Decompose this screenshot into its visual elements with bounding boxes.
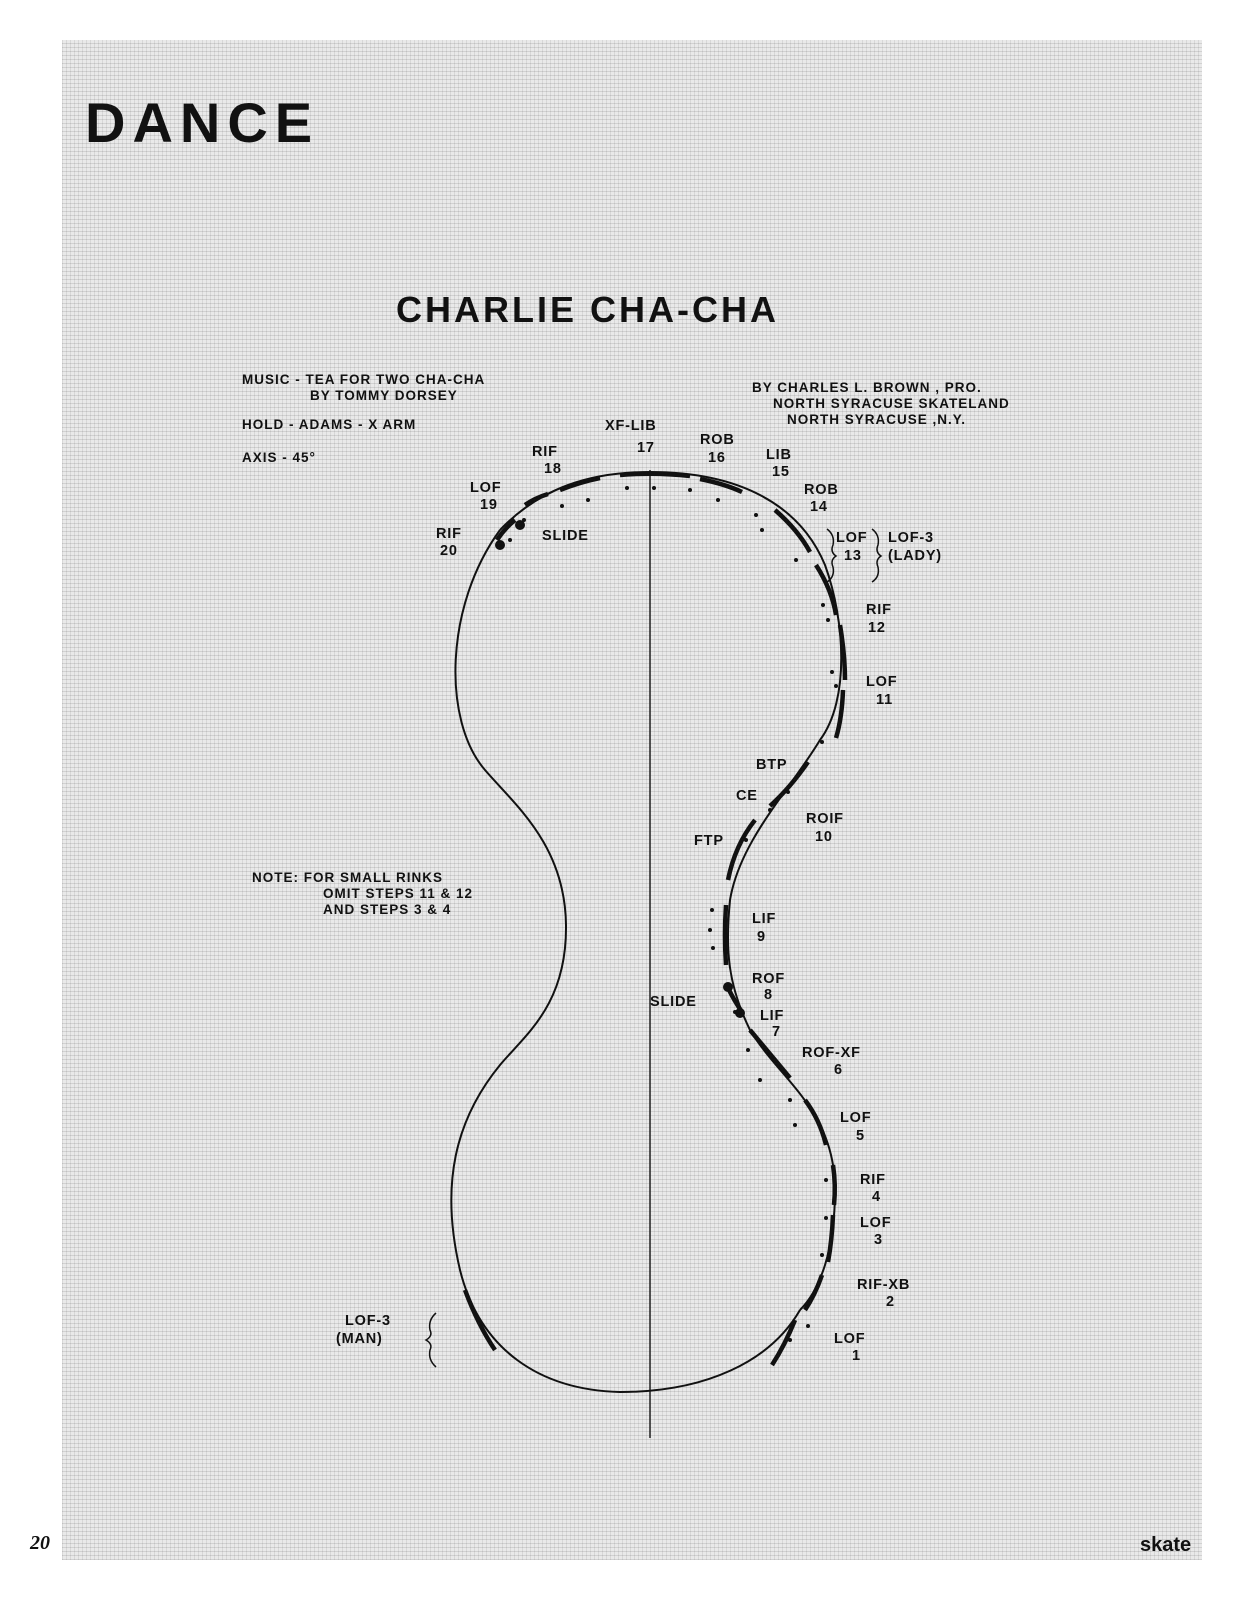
- step-dot: [652, 486, 656, 490]
- step-20-number: 20: [440, 543, 458, 559]
- step-dot: [794, 558, 798, 562]
- step-10-number: 10: [815, 829, 833, 845]
- step-5-edge: LOF: [840, 1110, 872, 1126]
- step-14-number: 14: [810, 499, 828, 515]
- slide-dot-20: [495, 540, 505, 550]
- lady-brace-right: [872, 529, 881, 582]
- edge-mark-19: [525, 494, 548, 505]
- step-15-edge: LIB: [766, 447, 792, 463]
- edge-mark-3: [828, 1215, 833, 1262]
- step-6-number: 6: [834, 1062, 843, 1078]
- note-line-1: NOTE: FOR SMALL RINKS: [252, 870, 443, 885]
- step-dot: [688, 488, 692, 492]
- step-7-edge: LIF: [760, 1008, 785, 1024]
- step-19-number: 19: [480, 497, 498, 513]
- step-dot: [758, 1078, 762, 1082]
- edge-mark-9: [725, 905, 726, 965]
- step-dot: [716, 498, 720, 502]
- slide-markers: [495, 520, 745, 1018]
- step-dots: [508, 486, 838, 1342]
- slide-dot-19: [515, 520, 525, 530]
- edge-mark-4: [833, 1165, 835, 1205]
- rink-outline-left: [451, 530, 800, 1392]
- step-dot: [560, 504, 564, 508]
- step-1-number: 1: [852, 1348, 861, 1364]
- step-12-edge: RIF: [866, 602, 892, 618]
- step-dot: [768, 808, 772, 812]
- step-1-edge: LOF: [834, 1331, 866, 1347]
- slide-dot-7: [735, 1008, 745, 1018]
- step-dot: [821, 603, 825, 607]
- note-line-3: AND STEPS 3 & 4: [323, 902, 452, 917]
- edge-mark-18: [560, 478, 600, 490]
- man-brace: [426, 1313, 436, 1367]
- step-4-edge: RIF: [860, 1172, 886, 1188]
- step-13-number: 13: [844, 548, 862, 564]
- slide-dot-8: [723, 982, 733, 992]
- music-line-2: BY TOMMY DORSEY: [310, 388, 458, 403]
- lady-label: (LADY): [888, 548, 942, 564]
- edge-mark-10b: [728, 820, 755, 880]
- step-dot: [746, 1048, 750, 1052]
- man-edge-label: LOF-3: [345, 1313, 391, 1329]
- step-9-number: 9: [757, 929, 766, 945]
- step-dot: [708, 928, 712, 932]
- step-dot: [788, 1338, 792, 1342]
- slide-label-upper: SLIDE: [542, 528, 589, 544]
- step-dot: [824, 1216, 828, 1220]
- step-dot: [586, 498, 590, 502]
- rink-outline-right: [500, 472, 841, 1310]
- btp-label: BTP: [756, 757, 788, 773]
- step-18-number: 18: [544, 461, 562, 477]
- step-dot: [710, 908, 714, 912]
- step-5-number: 5: [856, 1128, 865, 1144]
- step-dot: [806, 1324, 810, 1328]
- author-line-1: BY CHARLES L. BROWN , PRO.: [752, 380, 982, 395]
- author-line-2: NORTH SYRACUSE SKATELAND: [773, 396, 1010, 411]
- step-edge-marks: [465, 474, 845, 1365]
- music-line-1: MUSIC - TEA FOR TWO CHA-CHA: [242, 372, 486, 387]
- slide-label-lower: SLIDE: [650, 994, 697, 1010]
- edge-mark-6: [750, 1030, 790, 1078]
- step-18-edge: RIF: [532, 444, 558, 460]
- step-dot: [744, 838, 748, 842]
- step-11-number: 11: [876, 692, 893, 708]
- magazine-name: skate: [1140, 1534, 1192, 1556]
- step-17-number: 17: [637, 440, 655, 456]
- edge-mark-2: [805, 1275, 822, 1310]
- author-line-3: NORTH SYRACUSE ,N.Y.: [787, 412, 967, 427]
- step-8-edge: ROF: [752, 971, 786, 987]
- step-8-number: 8: [764, 987, 773, 1003]
- edge-mark-man-lof3: [465, 1290, 495, 1350]
- step-2-number: 2: [886, 1294, 895, 1310]
- step-12-number: 12: [868, 620, 886, 636]
- step-16-number: 16: [708, 450, 726, 466]
- step-dot: [820, 740, 824, 744]
- step-dot: [824, 1178, 828, 1182]
- step-4-number: 4: [872, 1189, 881, 1205]
- page-number: 20: [30, 1532, 50, 1554]
- step-9-edge: LIF: [752, 911, 777, 927]
- note-line-2: OMIT STEPS 11 & 12: [323, 886, 474, 901]
- step-dot: [754, 513, 758, 517]
- step-dot: [830, 670, 834, 674]
- step-11-edge: LOF: [866, 674, 898, 690]
- step-dot: [826, 618, 830, 622]
- step-dot: [788, 1098, 792, 1102]
- step-dot: [834, 684, 838, 688]
- step-dot: [625, 486, 629, 490]
- step-3-number: 3: [874, 1232, 883, 1248]
- ce-label: CE: [736, 788, 758, 804]
- ftp-label: FTP: [694, 833, 724, 849]
- step-7-number: 7: [772, 1024, 781, 1040]
- step-3-edge: LOF: [860, 1215, 892, 1231]
- hold-line: HOLD - ADAMS - X ARM: [242, 417, 417, 432]
- step-6-edge: ROF-XF: [802, 1045, 861, 1061]
- edge-mark-5: [805, 1100, 826, 1145]
- man-label: (MAN): [336, 1331, 383, 1347]
- step-2-edge: RIF-XB: [857, 1277, 911, 1293]
- step-16-edge: ROB: [700, 432, 735, 448]
- axis-line: AXIS - 45°: [242, 450, 316, 465]
- step-10-edge: ROIF: [806, 811, 844, 827]
- step-dot: [786, 790, 790, 794]
- step-dot: [793, 1123, 797, 1127]
- step-19-edge: LOF: [470, 480, 502, 496]
- step-dot: [508, 538, 512, 542]
- section-title: DANCE: [85, 91, 320, 154]
- step-13-edge: LOF: [836, 530, 868, 546]
- edge-mark-17: [620, 474, 690, 476]
- step-15-number: 15: [772, 464, 790, 480]
- step-dot: [816, 1283, 820, 1287]
- dance-title: CHARLIE CHA-CHA: [396, 289, 779, 330]
- step-20-edge: RIF: [436, 526, 462, 542]
- step-14-edge: ROB: [804, 482, 839, 498]
- step-17-edge: XF-LIB: [605, 418, 657, 434]
- step-dot: [760, 528, 764, 532]
- lady-edge-label: LOF-3: [888, 530, 934, 546]
- step-dot: [711, 946, 715, 950]
- edge-mark-1: [772, 1320, 795, 1365]
- step-dot: [820, 1253, 824, 1257]
